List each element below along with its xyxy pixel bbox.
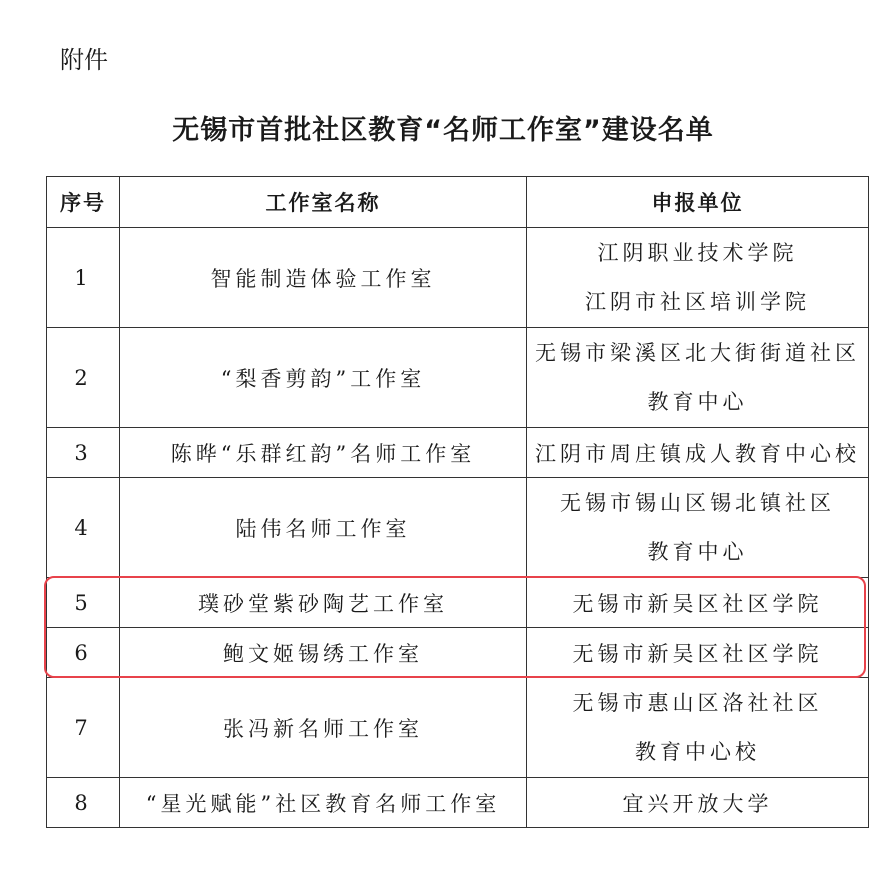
applying-unit [527,328,869,428]
studio-name: “梨香剪韵”工作室 [120,328,527,428]
applying-unit: 无锡市新吴区社区学院 [527,578,869,628]
header-unit: 申报单位 [527,177,869,228]
studio-name: 张冯新名师工作室 [120,678,527,778]
studio-name: 智能制造体验工作室 [120,228,527,328]
header-studio-name: 工作室名称 [120,177,527,228]
unit-line: 教育中心 [647,539,748,564]
row-number: 7 [47,678,120,778]
studio-list-table [46,176,869,828]
document-title: 无锡市首批社区教育“名师工作室”建设名单 [172,115,714,146]
attachment-label: 附件 [60,46,108,74]
unit-line: 教育中心 [647,389,748,414]
row-number: 8 [47,778,120,828]
applying-unit: 江阴市周庄镇成人教育中心校 [527,428,869,478]
unit-line: 教育中心校 [635,739,760,764]
row-number: 3 [47,428,120,478]
unit-line: 无锡市锡山区锡北镇社区 [560,490,835,515]
applying-unit [527,678,869,778]
applying-unit: 宜兴开放大学 [527,778,869,828]
table-header-row [47,177,869,228]
unit-line: 无锡市惠山区洛社社区 [572,690,823,715]
studio-name: 鲍文姬锡绣工作室 [120,628,527,678]
table-row [47,628,869,678]
row-number: 5 [47,578,120,628]
applying-unit [527,478,869,578]
applying-unit [527,228,869,328]
row-number: 2 [47,328,120,428]
unit-line: 江阴市社区培训学院 [585,289,810,314]
applying-unit: 无锡市新吴区社区学院 [527,628,869,678]
table-row [47,328,869,428]
header-no: 序号 [47,177,120,228]
studio-name: 陆伟名师工作室 [120,478,527,578]
row-number: 6 [47,628,120,678]
table-row [47,428,869,478]
row-number: 4 [47,478,120,578]
studio-name: 璞砂堂紫砂陶艺工作室 [120,578,527,628]
unit-line: 江阴职业技术学院 [597,240,798,265]
row-number: 1 [47,228,120,328]
table-row [47,578,869,628]
studio-name: 陈晔“乐群红韵”名师工作室 [120,428,527,478]
table-row [47,228,869,328]
unit-line: 无锡市梁溪区北大街街道社区 [535,340,860,365]
table-row [47,778,869,828]
table-row [47,478,869,578]
table-row [47,678,869,778]
studio-name: “星光赋能”社区教育名师工作室 [120,778,527,828]
